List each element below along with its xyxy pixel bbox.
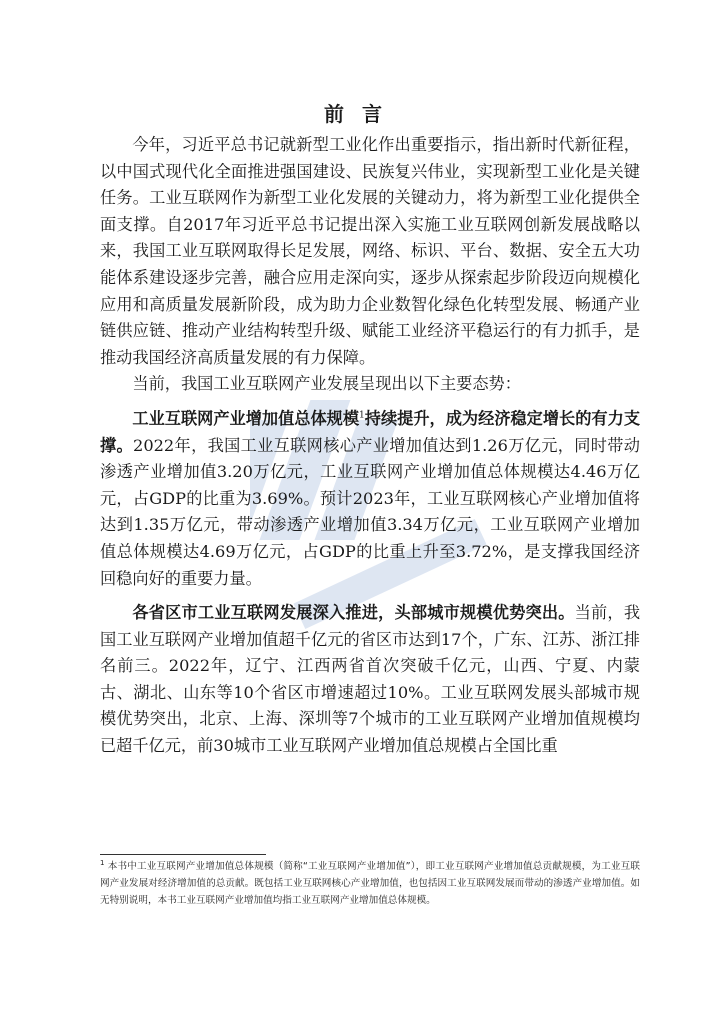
footnote-divider — [100, 854, 266, 855]
body-text — [100, 132, 640, 760]
section-2-body: 当前，我国工业互联网产业增加值超千亿元的省区市达到17个，广东、江苏、浙江排名前三。2022年，辽宁、江西两省首次突破千亿元，山西、宁夏、内蒙古、湖北、山东等10个省区市增速超过10%。工业互联网发展头部城市规模优势突出，北京、上海、深圳等7个城市的工业互联网产业增加值规模均已超千亿元，前30城市工业互联网产业增加值总规模占全国比重 — [100, 603, 641, 756]
paragraph-intro: 今年，习近平总书记就新型工业化作出重要指示，指出新时代新征程，以中国式现代化全面推进强国建设、民族复兴伟业，实现新型工业化是关键任务。工业互联网作为新型工业化发展的关键动力，将为新型工业化提供全面支撑。自2017年习近平总书记提出深入实施工业互联网创新发展战略以来，我国工业互联网取得长足发展，网络、标识、平台、数据、安全五大功能体系建设逐步完善，融合应用走深向实，逐步从探索起步阶段迈向规模化应用和高质量发展新阶段，成为助力企业数智化绿色化转型发展、畅通产业链供应链、推动产业结构转型升级、赋能工业经济平稳运行的有力抓手，是推动我国经济高质量发展的有力保障。 — [100, 135, 640, 367]
section-1-body: 2022年，我国工业互联网核心产业增加值达到1.26万亿元，同时带动渗透产业增加值3.20万亿元，工业互联网产业增加值总体规模达4.46万亿元，占GDP的比重为3.69%。预计2023年，工业互联网核心产业增加值将达到1.35万亿元，带动渗透产业增加值3.34万亿元，工业互联网产业增加值总体规模达4.69万亿元，占GDP的比重上升至3.72%，是支撑我国经济回稳向好的重要力量。 — [100, 435, 640, 588]
paragraph-trends-lead: 当前，我国工业互联网产业发展呈现出以下主要态势： — [132, 374, 521, 394]
footnote-mark: 1 — [100, 858, 105, 867]
paragraph-section-1 — [100, 406, 640, 592]
section-1-heading-part1: 工业互联网产业增加值总体规模 — [132, 408, 360, 428]
footnote-ref[interactable]: 1 — [359, 410, 365, 421]
section-1-heading-part2: 持续提升，成为经济稳定增长的有力支撑。 — [100, 408, 641, 455]
section-2-heading: 各省区市工业互联网发展深入推进，头部城市规模优势突出。 — [132, 603, 575, 623]
page-title: 前言 — [324, 102, 400, 126]
paragraph-section-2 — [100, 600, 640, 760]
footnote — [100, 858, 640, 909]
footnote-text: 本书中工业互联网产业增加值总体规模（简称“工业互联网产业增加值”），即工业互联网产业增加值总贡献规模，为工业互联网产业发展对经济增加值的总贡献。既包括工业互联网核心产业增加值，也包括因工业互联网发展而带动的渗透产业增加值。如无特别说明，本书工业互联网产业增加值均指工业互联网产业增加值总体规模。 — [100, 861, 640, 906]
